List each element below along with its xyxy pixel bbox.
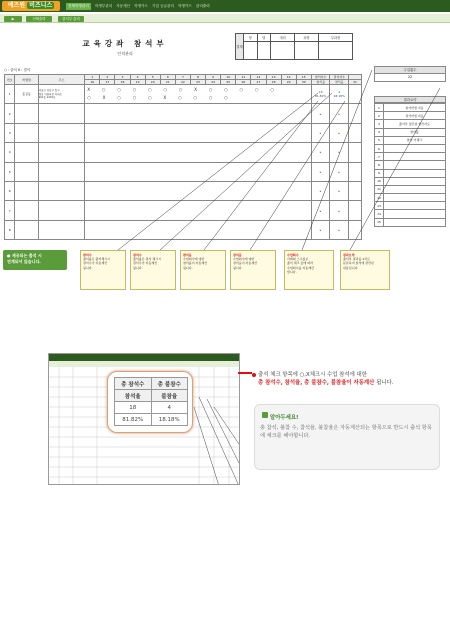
summary-label: 참석학생 자동 bbox=[384, 104, 446, 112]
day-cell: 27 bbox=[251, 80, 266, 85]
student-address[interactable]: 서울시 강남구 압구 정동 아름다운 아파트 101동 1201호 bbox=[38, 85, 85, 104]
attendance-marks[interactable] bbox=[85, 143, 312, 162]
day-cell: 1 bbox=[85, 75, 100, 80]
spacer-cell bbox=[349, 181, 362, 200]
summary-no: 11 bbox=[375, 185, 384, 193]
callout-header: 불참율 bbox=[151, 390, 188, 402]
row-no: 7 bbox=[5, 201, 15, 220]
student-address[interactable] bbox=[38, 220, 85, 239]
attendance-marks-line1: X ○ ○ ○ ○ ○ ○ X ○ ○ ○ ○ ○ bbox=[87, 87, 280, 93]
total-absent: ▸ bbox=[330, 162, 349, 181]
summary-label bbox=[384, 161, 446, 169]
note-absent-count bbox=[130, 250, 176, 290]
row-no: 2 bbox=[5, 104, 15, 123]
attendance-marks[interactable] bbox=[85, 181, 312, 200]
note-title: 결과요약 bbox=[343, 253, 355, 257]
callout-header: 총 참석수 bbox=[115, 378, 152, 390]
attendance-marks[interactable] bbox=[85, 85, 312, 104]
summary-no: 7 bbox=[375, 153, 384, 161]
spacer-cell bbox=[349, 201, 362, 220]
bullet-icon bbox=[252, 373, 256, 377]
student-name[interactable] bbox=[15, 181, 38, 200]
note-title: 참석율 bbox=[183, 253, 192, 257]
student-address[interactable] bbox=[38, 162, 85, 181]
approval-header: 부과장 bbox=[318, 34, 352, 42]
approval-sign-cell[interactable] bbox=[271, 42, 295, 60]
callout-value: 18.18% bbox=[151, 414, 188, 426]
row-no: 6 bbox=[5, 181, 15, 200]
total-absent: ▸ bbox=[330, 181, 349, 200]
note-text: 아래의 스크롤로 출석 체크 값에 따라 수업회수를 자동계산 합니다. bbox=[287, 257, 315, 274]
total-attend: ▸ bbox=[311, 143, 330, 162]
summary-rate-label: 참석율 bbox=[311, 80, 330, 85]
note-text: 출석부 결과를 1차로 분류하여 참석에 관련된 내용입니다. bbox=[343, 257, 374, 270]
summary-label: 결석학생 자동 bbox=[384, 112, 446, 120]
student-name[interactable] bbox=[15, 220, 38, 239]
note-absent-rate bbox=[230, 250, 276, 290]
student-address[interactable] bbox=[38, 104, 85, 123]
day-cell: 8 bbox=[190, 75, 205, 80]
note-summary bbox=[340, 250, 390, 290]
attendance-marks[interactable] bbox=[85, 201, 312, 220]
day-cell: 5 bbox=[145, 75, 160, 80]
attendance-marks[interactable] bbox=[85, 104, 312, 123]
callout-value: 81.82% bbox=[115, 414, 152, 426]
attendance-print-button[interactable]: 출석부 출력 bbox=[58, 16, 84, 22]
day-cell: 28 bbox=[266, 80, 281, 85]
row-no: 1 bbox=[5, 85, 15, 104]
summary-callout-table bbox=[114, 377, 188, 426]
lightbulb-icon bbox=[262, 412, 268, 418]
day-cell: 20 bbox=[145, 80, 160, 85]
absent-rate-value: 18.18% bbox=[333, 94, 345, 99]
summary-no: 4 bbox=[375, 128, 384, 136]
page-title: 교육강좌 참석부 bbox=[82, 39, 168, 48]
callout-value: 4 bbox=[151, 402, 188, 414]
approval-box bbox=[235, 33, 353, 60]
logo[interactable] bbox=[2, 1, 60, 11]
nav-item-6[interactable]: 학생카드 bbox=[177, 4, 192, 8]
attendance-marks[interactable] bbox=[85, 123, 312, 142]
day-cell: 2 bbox=[100, 75, 115, 80]
print-select-button[interactable]: 선택출력 bbox=[26, 16, 52, 22]
day-cell: 9 bbox=[206, 75, 221, 80]
total-absent bbox=[330, 85, 349, 104]
student-name[interactable] bbox=[15, 123, 38, 142]
summary-label bbox=[384, 185, 446, 193]
attend-rate-value: 81.82% bbox=[314, 94, 327, 99]
total-attend: ▸ bbox=[311, 181, 330, 200]
header-no: 번호 bbox=[5, 75, 15, 85]
embedded-screenshot bbox=[48, 353, 240, 485]
day-cell: 17 bbox=[100, 80, 115, 85]
day-cell: 30 bbox=[296, 80, 311, 85]
attendance-marks[interactable] bbox=[85, 220, 312, 239]
spacer-cell bbox=[349, 162, 362, 181]
approval-sign-cell[interactable] bbox=[318, 42, 352, 60]
row-no: 5 bbox=[5, 162, 15, 181]
total-attend: ▸ bbox=[311, 123, 330, 142]
approval-header: 담 bbox=[257, 34, 271, 42]
day-cell: 3 bbox=[115, 75, 130, 80]
note-title: 참석수 bbox=[83, 253, 92, 257]
nav-item-7[interactable]: 관리출력 bbox=[195, 4, 210, 8]
attendance-marks-line2: ○ X ○ ○ ○ X ○ ○ ○ ○ bbox=[87, 95, 233, 101]
description-end: 됩니다. bbox=[376, 380, 394, 386]
nav-item-2[interactable]: 학생부관리 bbox=[94, 4, 113, 8]
total-absent: ▸ bbox=[330, 123, 349, 142]
nav-item-3[interactable]: 자동계산 bbox=[116, 4, 131, 8]
day-cell: 7 bbox=[175, 75, 190, 80]
class-count-value: 22 bbox=[374, 74, 446, 82]
note-title: 결석수 bbox=[133, 253, 142, 257]
total-attend: ▸ bbox=[311, 201, 330, 220]
day-cell: 6 bbox=[160, 75, 175, 80]
pointer-arrow bbox=[238, 372, 252, 374]
summary-label: 참석률 bbox=[384, 128, 446, 136]
approval-sign-cell[interactable] bbox=[295, 42, 319, 60]
note-title: 결석율 bbox=[233, 253, 242, 257]
summary-header: 결과요약 bbox=[374, 96, 446, 103]
note-text: 수업회수에 대한 참석률이 자동계산 됩니다. bbox=[183, 257, 208, 270]
day-cell: 19 bbox=[130, 80, 145, 85]
day-cell: 11 bbox=[236, 75, 251, 80]
day-cell: 10 bbox=[221, 75, 236, 80]
student-address[interactable] bbox=[38, 123, 85, 142]
day-cell: 14 bbox=[281, 75, 296, 80]
day-cell: 13 bbox=[266, 75, 281, 80]
day-cell: 15 bbox=[296, 75, 311, 80]
summary-no: 15 bbox=[375, 218, 384, 226]
summary-label bbox=[384, 194, 446, 202]
total-attend: ▸ bbox=[311, 220, 330, 239]
approval-side-label: 결재 bbox=[236, 34, 244, 60]
summary-label bbox=[384, 218, 446, 226]
summary-no: 6 bbox=[375, 144, 384, 152]
total-absent-value: 4 bbox=[338, 90, 341, 95]
spacer-cell bbox=[349, 104, 362, 123]
summary-label bbox=[384, 210, 446, 218]
day-cell: 25 bbox=[221, 80, 236, 85]
total-attend-value: 18 bbox=[318, 90, 323, 95]
summary-head-attend: 참석자수 bbox=[311, 75, 330, 80]
day-cell: 29 bbox=[281, 80, 296, 85]
logo-subtext: 비즈니스 bbox=[29, 2, 53, 9]
approval-header: 과장 bbox=[295, 34, 319, 42]
day-cell: 24 bbox=[206, 80, 221, 85]
row-no: 3 bbox=[5, 123, 15, 142]
info-note-green: ● 제공되는 출석 시 연계되어 않습니다. bbox=[3, 250, 67, 270]
header-name: 학생명 bbox=[15, 75, 38, 85]
summary-callout bbox=[107, 371, 193, 433]
day-cell: 31 bbox=[349, 80, 362, 85]
summary-label bbox=[384, 153, 446, 161]
note-text: 출석률은 출석체크시 결석수가 자동계산 됩니다. bbox=[83, 257, 111, 270]
summary-no: 9 bbox=[375, 169, 384, 177]
approval-sign-cell[interactable] bbox=[244, 42, 258, 60]
summary-head-absent: 결석자수 bbox=[330, 75, 349, 80]
total-absent: ▸ bbox=[330, 220, 349, 239]
summary-no: 2 bbox=[375, 112, 384, 120]
spacer-cell bbox=[349, 123, 362, 142]
day-cell: 18 bbox=[115, 80, 130, 85]
student-address[interactable] bbox=[38, 201, 85, 220]
description bbox=[258, 371, 408, 387]
total-absent: ▸ bbox=[330, 143, 349, 162]
approval-header: 대리 bbox=[271, 34, 295, 42]
note-attend-count bbox=[80, 250, 126, 290]
student-name[interactable] bbox=[15, 162, 38, 181]
note-attend-rate bbox=[180, 250, 226, 290]
spacer-cell bbox=[349, 143, 362, 162]
student-address[interactable] bbox=[38, 181, 85, 200]
note-title: 수업회수 bbox=[287, 253, 299, 257]
summary-label bbox=[384, 144, 446, 152]
callout-value: 18 bbox=[115, 402, 152, 414]
day-cell: 12 bbox=[251, 75, 266, 80]
sub-button-home[interactable]: ▶ bbox=[4, 16, 22, 22]
summary-no: 13 bbox=[375, 202, 384, 210]
summary-list bbox=[374, 103, 446, 227]
day-cell: 4 bbox=[130, 75, 145, 80]
summary-label bbox=[384, 177, 446, 185]
total-attend bbox=[311, 85, 330, 104]
page-subtitle: 인적관리 bbox=[117, 51, 133, 56]
attendance-table bbox=[4, 74, 362, 240]
day-cell: 16 bbox=[85, 80, 100, 85]
total-absent: ▸ bbox=[330, 104, 349, 123]
summary-no: 12 bbox=[375, 194, 384, 202]
student-name[interactable] bbox=[15, 201, 38, 220]
summary-label: 참석 미체크 bbox=[384, 136, 446, 144]
day-cell: 22 bbox=[175, 80, 190, 85]
approval-sign-cell[interactable] bbox=[257, 42, 271, 60]
legend: ○ : 출석 X : 결석 bbox=[4, 68, 31, 72]
description-highlight: 총 참석수, 참석율, 총 불참수, 불참율이 자동계산 bbox=[258, 380, 375, 386]
summary-no: 14 bbox=[375, 210, 384, 218]
row-no: 4 bbox=[5, 143, 15, 162]
callout-header: 참석율 bbox=[115, 390, 152, 402]
approval-header: 당 bbox=[244, 34, 258, 42]
summary-rate-label: 결석율 bbox=[330, 80, 349, 85]
note-text: 출석률은 결석 체크시 결석수가 자동계산 됩니다. bbox=[133, 257, 161, 270]
student-name[interactable]: 홍길동 bbox=[15, 85, 38, 104]
note-class-count bbox=[284, 250, 334, 290]
student-name[interactable] bbox=[15, 104, 38, 123]
row-no: 8 bbox=[5, 220, 15, 239]
spacer-cell bbox=[349, 220, 362, 239]
student-address[interactable] bbox=[38, 143, 85, 162]
spacer-cell bbox=[349, 85, 362, 104]
student-name[interactable] bbox=[15, 143, 38, 162]
nav-item-4[interactable]: 학생카드 bbox=[134, 4, 148, 8]
nav-item-1[interactable]: 전체학생관리 bbox=[68, 4, 89, 8]
summary-no: 10 bbox=[375, 177, 384, 185]
day-cell: 21 bbox=[160, 80, 175, 85]
day-cell: 23 bbox=[190, 80, 205, 85]
note-text: 수업회수에 대한 결석율이 자동계산 됩니다. bbox=[233, 257, 258, 270]
summary-label bbox=[384, 169, 446, 177]
callout-header: 총 불참수 bbox=[151, 378, 188, 390]
summary-label: 출석부 월단위 합산자료 bbox=[384, 120, 446, 128]
embedded-top-bar bbox=[49, 354, 240, 361]
summary-no: 1 bbox=[375, 104, 384, 112]
logo-text: 에즈원 bbox=[7, 2, 26, 9]
summary-label bbox=[384, 202, 446, 210]
summary-no: 8 bbox=[375, 161, 384, 169]
summary-no: 5 bbox=[375, 136, 384, 144]
attendance-marks[interactable] bbox=[85, 162, 312, 181]
summary-no: 3 bbox=[375, 120, 384, 128]
day-cell: 26 bbox=[236, 80, 251, 85]
total-attend: ▸ bbox=[311, 104, 330, 123]
top-nav bbox=[66, 3, 210, 10]
tip-title: 알아두세요! bbox=[270, 415, 299, 421]
total-absent: ▸ bbox=[330, 201, 349, 220]
tip-text: 총 참석, 불참 수, 참석율, 불참율은 자동계산되는 항목으로 반드시 출석 항목에 체크를 해야합니다. bbox=[260, 425, 432, 439]
class-count-header: 수업횟수 bbox=[374, 66, 446, 74]
nav-item-5[interactable]: 기업 등급관리 bbox=[151, 4, 174, 8]
header-address: 주소 bbox=[38, 75, 85, 85]
total-attend: ▸ bbox=[311, 162, 330, 181]
description-line: 출석 체크 항목에 ○,X체크시 수업 참석에 대한 bbox=[258, 372, 367, 378]
